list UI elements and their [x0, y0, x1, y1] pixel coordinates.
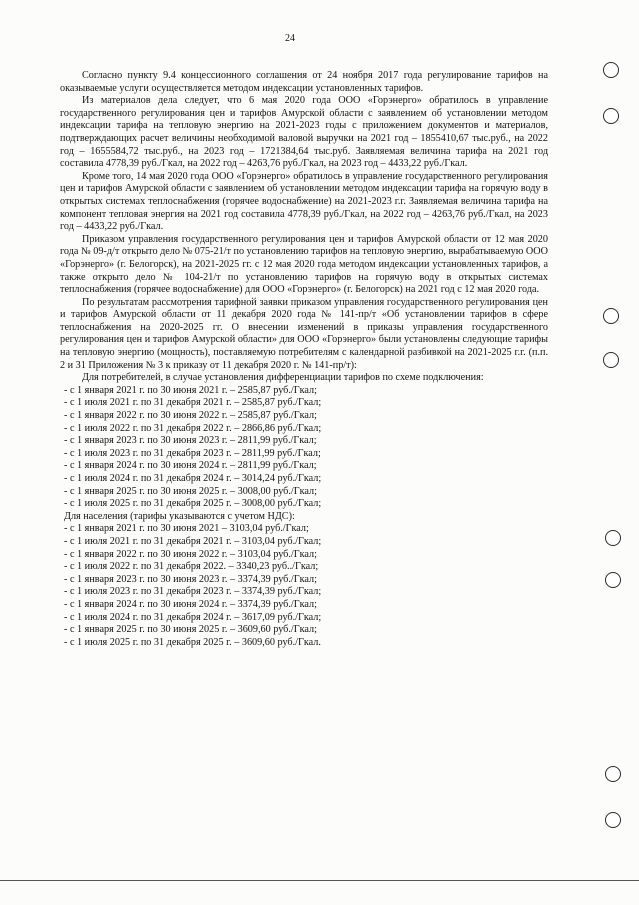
- binder-hole-icon: [603, 108, 619, 124]
- binder-hole-icon: [605, 530, 621, 546]
- list-item: - с 1 января 2023 г. по 30 июня 2023 г. – 2811,99 руб./Гкал;: [64, 435, 317, 447]
- document-body: [60, 70, 548, 649]
- paragraph-application-heat: Из материалов дела следует, что 6 мая 2020 года ООО «Горэнерго» обратилось в управление государственного регулирования цен и тарифов Амурской области с заявлением об установлении методом индексации тарифа на тепловую энергию на 2021-2023 годы с приложением документов и материалов, подтверждающих расчет величины необходимой валовой выручки на 2021 год – 1855410,67 тыс.руб., на 2022 год – 1655584,72 тыс.руб., на 2023 год – 1721384,64 тыс.руб. Заявляемая величина тарифа на 2021 год составила 4778,39 руб./Гкал, на 2022 год – 4263,76 руб./Гкал, на 2023 год – 4433,22 руб./Гкал.: [60, 95, 548, 170]
- list-item: - с 1 января 2023 г. по 30 июня 2023 г. – 3374,39 руб./Гкал;: [64, 573, 317, 585]
- list-item: - с 1 января 2021 г. по 30 июня 2021 г. – 2585,87 руб./Гкал;: [64, 384, 317, 396]
- list-item: - с 1 января 2025 г. по 30 июня 2025 г. – 3008,00 руб./Гкал;: [64, 485, 317, 497]
- consumer-tariff-list: [60, 385, 548, 511]
- list-item: - с 1 января 2024 г. по 30 июня 2024 г. – 3374,39 руб./Гкал;: [64, 598, 317, 610]
- binder-hole-icon: [605, 812, 621, 828]
- list-item: - с 1 января 2021 г. по 30 июня 2021 – 3103,04 руб./Гкал;: [64, 523, 309, 535]
- list-item: - с 1 января 2024 г. по 30 июня 2024 г. – 2811,99 руб./Гкал;: [64, 460, 317, 472]
- list-item: - с 1 января 2022 г. по 30 июня 2022 г. – 3103,04 руб./Гкал;: [64, 548, 317, 560]
- page-bottom-edge: [0, 880, 639, 881]
- list-item: - с 1 июля 2022 г. по 31 декабря 2022 г. – 2866,86 руб./Гкал;: [64, 422, 322, 434]
- list-item: - с 1 июля 2024 г. по 31 декабря 2024 г. – 3617,09 руб./Гкал;: [64, 611, 322, 623]
- population-tariff-list: [60, 523, 548, 649]
- list-item: - с 1 июля 2021 г. по 31 декабря 2021 г. – 3103,04 руб./Гкал;: [64, 535, 322, 547]
- population-heading: Для населения (тарифы указываются с учетом НДС):: [64, 510, 295, 522]
- list-item: - с 1 июля 2023 г. по 31 декабря 2023 г. – 2811,99 руб./Гкал;: [64, 447, 321, 459]
- paragraph-application-hot-water: Кроме того, 14 мая 2020 года ООО «Горэнерго» обратилось в управление государственного регулирования цен и тарифов Амурской области с заявлением об установлении методом индексации тарифа на горячую воду в открытых системах теплоснабжения (горячее водоснабжение) на 2021-2023 г.г. Заявляемая величина тарифа на компонент тепловая энергия на 2021 год составила 4778,39 руб./Гкал, на 2022 год – 4263,76 руб./Гкал, на 2023 год – 4433,22 руб./Гкал.: [60, 170, 548, 233]
- paragraph-order-results: По результатам рассмотрения тарифной заявки приказом управления государственного регулирования цен и тарифов Амурской области от 11 декабря 2020 года № 141-пр/т «Об установлении тарифов в сфере теплоснабжения на 2020-2025 гг. О внесении изменений в приказы управления государственного регулирования цен и тарифов Амурской области» для ООО «Горэнерго» были установлены следующие тарифы на тепловую энергию (мощность), поставляемую потребителям с календарной разбивкой на 2021-2025 г.г. (п.п. 2 и 31 Приложения № 3 к приказу от 11 декабря 2020 г. № 141-пр/т):: [60, 296, 548, 371]
- binder-hole-icon: [603, 308, 619, 324]
- binder-hole-icon: [603, 352, 619, 368]
- paragraph-concession: Согласно пункту 9.4 концессионного соглашения от 24 ноября 2017 года регулирование тарифов на оказываемые услуги осуществляется методом индексации установленных тарифов.: [60, 70, 548, 94]
- list-item: - с 1 июля 2022 г. по 31 декабря 2022. – 3340,23 руб../Гкал;: [64, 561, 319, 573]
- list-item: - с 1 июля 2024 г. по 31 декабря 2024 г. – 3014,24 руб./Гкал;: [64, 473, 322, 484]
- list-item: - с 1 июля 2021 г. по 31 декабря 2021 г. – 2585,87 руб./Гкал;: [64, 397, 322, 409]
- list-item: - с 1 июля 2025 г. по 31 декабря 2025 г. – 3008,00 руб./Гкал;: [64, 498, 322, 510]
- binder-hole-icon: [605, 766, 621, 782]
- paragraph-consumers-heading: Для потребителей, в случае установления дифференциации тарифов по схеме подключения:: [82, 372, 484, 384]
- binder-hole-icon: [603, 62, 619, 78]
- paragraph-order-opening: Приказом управления государственного регулирования цен и тарифов Амурской области от 12 мая 2020 года № 09-д/т открыто дело № 075-21/т по установлению тарифов на тепловую энергию, вырабатываемую ООО «Горэнерго» (г. Белогорск), на 2021-2025 гг. с 12 мая 2020 года методом индексации установленных тарифов, а также открыто дело № 104-21/т по установлению тарифов на горячую воду в открытых системах теплоснабжения (горячее водоснабжение) для ООО «Горэнерго» (г. Белогорск) на 2021 год с 12 мая 2020 года.: [60, 233, 548, 296]
- list-item: - с 1 января 2025 г. по 30 июня 2025 г. – 3609,60 руб./Гкал;: [64, 624, 317, 636]
- list-item: - с 1 июля 2025 г. по 31 декабря 2025 г. – 3609,60 руб./Гкал.: [64, 636, 321, 648]
- binder-hole-icon: [605, 572, 621, 588]
- binder-holes: [579, 0, 639, 905]
- list-item: - с 1 января 2022 г. по 30 июня 2022 г. – 2585,87 руб./Гкал;: [64, 410, 317, 422]
- page-number: 24: [285, 33, 295, 44]
- list-item: - с 1 июля 2023 г. по 31 декабря 2023 г. – 3374,39 руб./Гкал;: [64, 586, 322, 598]
